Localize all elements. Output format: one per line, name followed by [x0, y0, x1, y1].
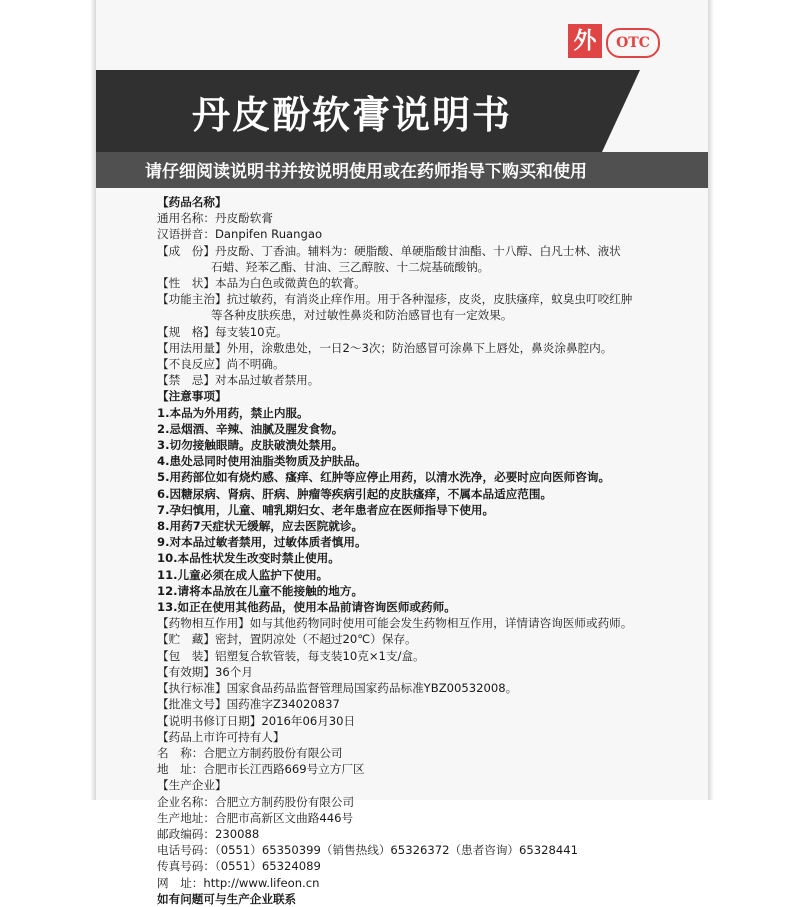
paper-edge-right [708, 0, 714, 800]
leaflet-line: 生产地址：合肥市高新区文曲路446号 [157, 810, 354, 825]
usage-notice: 请仔细阅读说明书并按说明使用或在药师指导下购买和使用 [145, 162, 587, 182]
leaflet-line: 【贮 藏】密封，置阴凉处（不超过20℃）保存。 [157, 632, 417, 647]
leaflet-line: 网 址：http://www.lifeon.cn [157, 875, 320, 890]
leaflet-line: 9.对本品过敏者禁用，过敏体质者慎用。 [157, 535, 367, 550]
leaflet-line: 等各种皮肤疾患，对过敏性鼻炎和防治感冒也有一定效果。 [211, 308, 513, 323]
leaflet-line: 【包 装】铝塑复合软管装，每支装10克×1支/盒。 [157, 648, 425, 663]
leaflet-line: 地 址：合肥市长江西路669号立方厂区 [157, 762, 365, 777]
leaflet-line: 【规 格】每支装10克。 [157, 324, 288, 339]
leaflet-line: 邮政编码：230088 [157, 826, 260, 841]
leaflet-line: 6.因糖尿病、肾病、肝病、肿瘤等疾病引起的皮肤瘙痒，不属本品适应范围。 [157, 486, 553, 501]
leaflet-line: 【药物相互作用】如与其他药物同时使用可能会发生药物相互作用，详情请咨询医师或药师。 [157, 616, 633, 631]
leaflet-line: 【执行标准】国家食品药品监督管理局国家药品标准YBZ00532008。 [157, 681, 518, 696]
leaflet-line: 7.孕妇慎用，儿童、哺乳期妇女、老年患者应在医师指导下使用。 [157, 502, 495, 517]
leaflet-line: 【药品上市许可持有人】 [157, 729, 285, 744]
leaflet-line: 2.忌烟酒、辛辣、油腻及腥发食物。 [157, 421, 344, 436]
leaflet-line: 1.本品为外用药，禁止内服。 [157, 405, 309, 420]
leaflet-line: 【生产企业】 [157, 778, 227, 793]
leaflet-line: 名 称：合肥立方制药股份有限公司 [157, 745, 343, 760]
leaflet-line: 通用名称：丹皮酚软膏 [157, 211, 273, 226]
leaflet-line: 【成 份】丹皮酚、丁香油。辅料为：硬脂酸、单硬脂酸甘油酯、十八醇、白凡士林、液状 [157, 243, 621, 258]
leaflet-line: 13.如正在使用其他药品，使用本品前请咨询医师或药师。 [157, 600, 456, 615]
external-use-badge: 外 [568, 24, 602, 58]
leaflet-line: 4.患处忌同时使用油脂类物质及护肤品。 [157, 454, 367, 469]
leaflet-line: 汉语拼音：Danpifen Ruangao [157, 227, 323, 242]
leaflet-line: 【禁 忌】对本品过敏者禁用。 [157, 373, 320, 388]
leaflet-line: 企业名称：合肥立方制药股份有限公司 [157, 794, 355, 809]
leaflet-line: 【药品名称】 [157, 195, 227, 209]
leaflet-line: 【注意事项】 [157, 389, 227, 404]
leaflet-line: 电话号码：（0551）65350399（销售热线）65326372（患者咨询）65328441 [157, 843, 579, 858]
leaflet-line: 【用法用量】外用，涂敷患处，一日2～3次；防治感冒可涂鼻下上唇处，鼻炎涂鼻腔内。 [157, 340, 613, 355]
leaflet-line: 5.用药部位如有烧灼感、瘙痒、红肿等应停止用药，以清水洗净，必要时应向医师咨询。 [157, 470, 611, 485]
otc-badge: OTC [606, 28, 660, 58]
leaflet-line: 【有效期】36个月 [157, 664, 253, 679]
leaflet-line: 11.儿童必须在成人监护下使用。 [157, 567, 329, 582]
leaflet-line: 12.请将本品放在儿童不能接触的地方。 [157, 583, 364, 598]
leaflet-line: 【说明书修订日期】2016年06月30日 [157, 713, 356, 728]
leaflet-line: 【批准文号】国药准字Z34020837 [157, 697, 340, 712]
page-title: 丹皮酚软膏说明书 [192, 93, 513, 137]
leaflet-line: 【功能主治】抗过敏药，有消炎止痒作用。用于各种湿疹，皮炎，皮肤瘙痒，蚊臭虫叮咬红肿 [157, 292, 633, 307]
leaflet-line: 如有问题可与生产企业联系 [157, 891, 297, 906]
leaflet-line: 传真号码：（0551）65324089 [157, 859, 321, 874]
leaflet-line: 3.切勿接触眼睛。皮肤破溃处禁用。 [157, 438, 344, 453]
leaflet-line: 【不良反应】尚不明确。 [157, 357, 285, 372]
leaflet-line: 10.本品性状发生改变时禁止使用。 [157, 551, 340, 566]
leaflet-line: 【性 状】本品为白色或微黄色的软膏。 [157, 276, 366, 291]
leaflet-line: 石蜡、羟苯乙酯、甘油、三乙醇胺、十二烷基硫酸钠。 [211, 259, 490, 274]
leaflet-line: 8.用药7天症状无缓解，应去医院就诊。 [157, 519, 364, 534]
